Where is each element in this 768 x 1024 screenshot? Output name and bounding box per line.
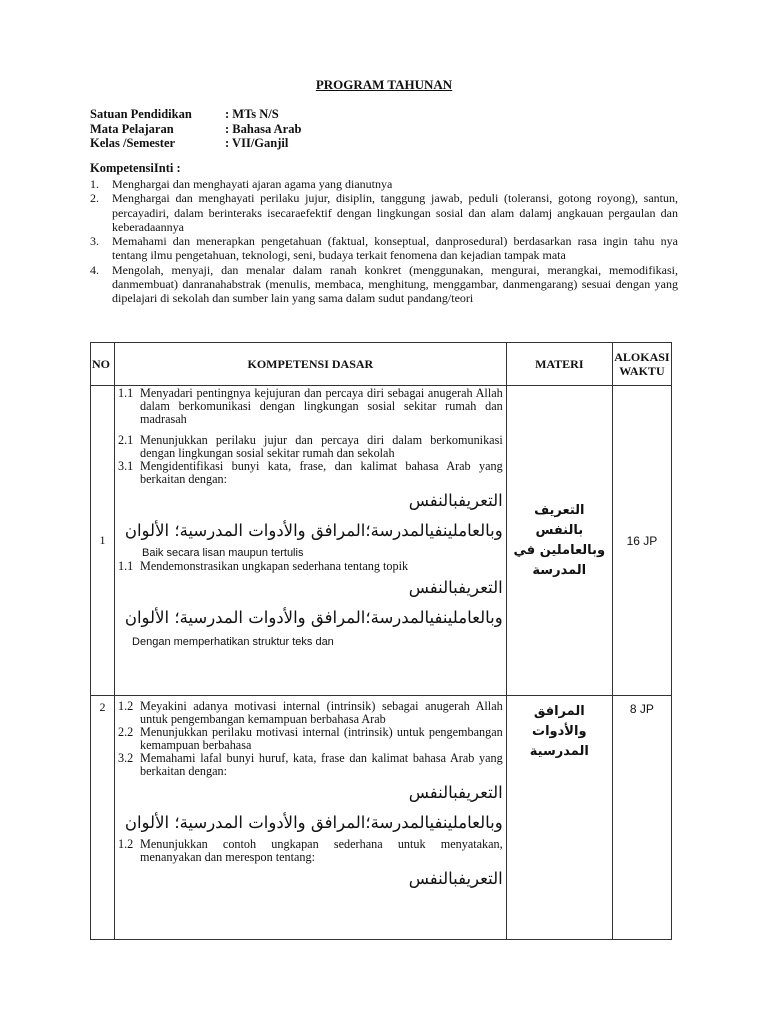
meta-key: Mata Pelajaran <box>90 121 174 136</box>
table-row <box>91 696 672 940</box>
ki-text: Memahami dan menerapkan pengetahuan (faktual, konseptual, danprosedural) berdasarkan rasa ingin tahu nya tentang ilmu pengetahuan, teknologi, seni, budaya terkait fenomena dan kejadian tampak mata <box>112 234 678 263</box>
ki-item <box>90 234 678 263</box>
table-row <box>91 386 672 696</box>
document-meta <box>90 107 301 151</box>
meta-row-mapel <box>90 122 301 137</box>
meta-row-satuan <box>90 107 301 122</box>
header-kompetensi-dasar: KOMPETENSI DASAR <box>115 343 507 386</box>
kd-item <box>118 752 503 778</box>
kd-note: Baik secara lisan maupun tertulis <box>142 547 304 559</box>
arabic-topic-line: التعريفبالنفس <box>408 783 503 802</box>
kd-number: 1.1 <box>118 559 134 573</box>
meta-key: Satuan Pendidikan <box>90 107 192 121</box>
ki-text: Mengolah, menyaji, dan menalar dalam ranah konkret (menggunakan, mengurai, merangkai, memodifikasi, danmembuat) danranahabstrak (menulis, membaca, menghitung, menggambar, danmengarang) sesuai dengan yang dipelajari di sekolah dan sumber lain yang sama dalam sudut pandang/teori <box>112 262 678 306</box>
materi-cell: المرافق والأدوات المدرسية <box>506 696 612 940</box>
arabic-topic-line: التعريفبالنفس <box>408 869 503 888</box>
kd-number: 3.2 <box>118 751 134 765</box>
alokasi-cell: 16 JP <box>612 386 671 696</box>
row-number: 1 <box>91 386 115 696</box>
program-table <box>90 342 672 940</box>
kd-text: Memahami lafal bunyi huruf, kata, frase dan kalimat bahasa Arab yang berkaitan dengan: <box>140 751 503 778</box>
kd-item <box>118 387 503 426</box>
kd-number: 1.1 <box>118 386 134 400</box>
meta-value: : Bahasa Arab <box>225 121 302 136</box>
ki-number: 4. <box>90 262 99 277</box>
kd-text: Meyakini adanya motivasi internal (intrinsik) sebagai anugerah Allah untuk pengembangan kemampuan berbahasa Arab <box>140 699 503 726</box>
table-header-row <box>91 343 672 386</box>
kd-item <box>118 560 503 573</box>
arabic-topic-line: التعريفبالنفس <box>408 491 503 510</box>
arabic-topic-line: وبالعاملينفيالمدرسة؛المرافق والأدوات المدرسية؛ الألوان <box>124 813 503 832</box>
header-materi: MATERI <box>506 343 612 386</box>
meta-value: : MTs N/S <box>225 107 279 121</box>
ki-text: Menghargai dan menghayati perilaku jujur, disiplin, tanggung jawab, peduli (toleransi, gotong royong), santun, percayadiri, dalam berinteraks isecaraefektif dengan lingkungan sosial dan alam dalamj angkauan pergaulan dan keberadaannya <box>112 191 678 234</box>
kd-item <box>118 726 503 752</box>
kompetensi-inti-list <box>90 177 678 306</box>
kompetensi-inti-heading: KompetensiInti : <box>90 161 181 175</box>
alokasi-cell: 8 JP <box>612 696 671 940</box>
kd-number: 2.1 <box>118 433 134 447</box>
kd-item <box>118 434 503 460</box>
meta-row-kelas <box>90 136 301 151</box>
kd-text: Menunjukkan perilaku jujur dan percaya diri dalam berkomunikasi dengan lingkungan sosial sekitar rumah dan sekolah <box>140 433 503 460</box>
kd-item <box>118 460 503 486</box>
kd-text: Mengidentifikasi bunyi kata, frase, dan kalimat bahasa Arab yang berkaitan dengan: <box>140 459 503 486</box>
arabic-topic-line: وبالعاملينفيالمدرسة؛المرافق والأدوات المدرسية؛ الألوان <box>124 521 503 540</box>
materi-cell: التعريف بالنفس وبالعاملين في المدرسة <box>506 386 612 696</box>
ki-item <box>90 263 678 306</box>
meta-value: : VII/Ganjil <box>225 136 289 150</box>
ki-item <box>90 191 678 234</box>
ki-text: Menghargai dan menghayati ajaran agama yang dianutnya <box>112 177 393 191</box>
row-number: 2 <box>91 696 115 940</box>
kompetensi-dasar-cell <box>115 386 507 696</box>
kd-note: Dengan memperhatikan struktur teks dan <box>132 636 334 648</box>
kd-text: Menunjukkan contoh ungkapan sederhana untuk menyatakan, menanyakan dan merespon tentang: <box>140 837 503 864</box>
document-title: PROGRAM TAHUNAN <box>315 77 453 92</box>
arabic-topic-line: التعريفبالنفس <box>408 578 503 597</box>
ki-number: 1. <box>90 177 99 191</box>
kd-item <box>118 700 503 726</box>
kd-number: 1.2 <box>118 837 134 851</box>
kd-number: 1.2 <box>118 699 134 713</box>
meta-key: Kelas /Semester <box>90 136 176 150</box>
kd-number: 3.1 <box>118 459 134 473</box>
header-alokasi-waktu: ALOKASI WAKTU <box>612 343 671 386</box>
kd-text: Menunjukkan perilaku motivasi internal (intrinsik) untuk pengembangan kemampuan berbahasa <box>140 725 503 752</box>
kd-item <box>118 838 503 864</box>
ki-number: 3. <box>90 234 99 249</box>
kompetensi-dasar-cell <box>115 696 507 940</box>
ki-number: 2. <box>90 191 99 206</box>
kd-text: Menyadari pentingnya kejujuran dan percaya diri sebagai anugerah Allah dalam berkomunikasi dengan lingkungan sosial sekitar rumah dan madrasah <box>140 386 503 426</box>
ki-item <box>90 177 678 191</box>
kd-number: 2.2 <box>118 725 134 739</box>
kd-text: Mendemonstrasikan ungkapan sederhana tentang topik <box>140 559 409 573</box>
arabic-topic-line: وبالعاملينفيالمدرسة؛المرافق والأدوات المدرسية؛ الألوان <box>124 608 503 627</box>
header-no: NO <box>91 343 115 386</box>
